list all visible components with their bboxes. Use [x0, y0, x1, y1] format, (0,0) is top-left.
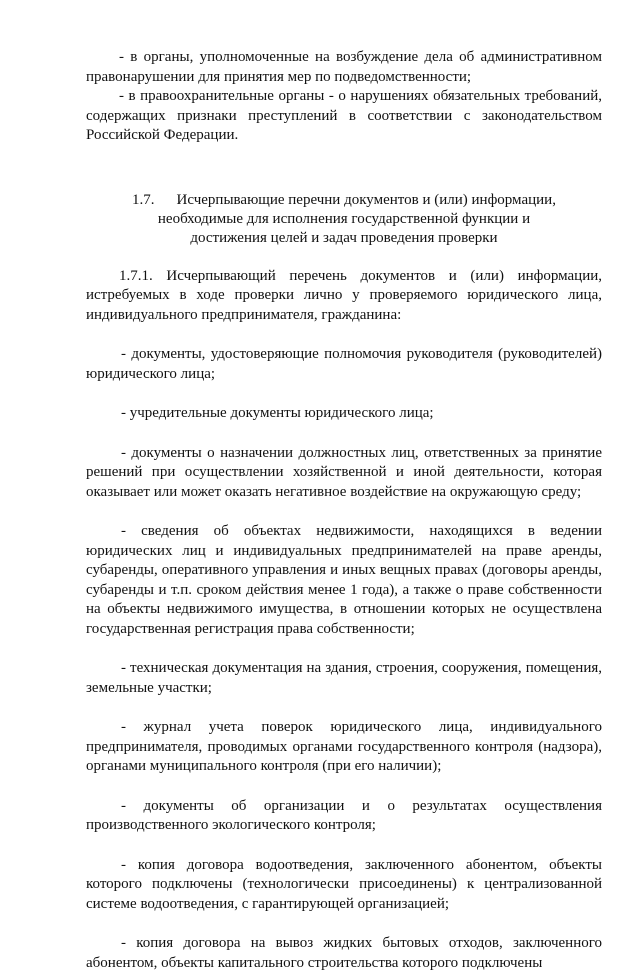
list-item-real-estate: - сведения об объектах недвижимости, находящихся в ведении юридических лиц и индивидуальных предпринимателей на праве аренды, субаренды, оперативного управления и иных вещных правах (договоры аренды, субаренды и т.п. сроком действия менее 1 года), а также о праве собственности на объекты недвижимого имущества, в отношении которых не осуществлена государственная регистрация права собственности; [86, 523, 602, 637]
list-item-sewage-contract: - копия договора водоотведения, заключенного абонентом, объекты которого подключены (технологически присоединены) к централизованной системе водоотведения, с гарантирующей организацией; [86, 856, 602, 912]
paragraph-law-enforcement: - в правоохранительные органы - о нарушениях обязательных требований, содержащих признаки преступлений в соответствии с законодательством Российской Федерации. [86, 88, 602, 143]
list-item-eco-control: - документы об организации и о результатах осуществления производственного экологического контроля; [86, 797, 602, 833]
paragraph-intro: 1.7.1. Исчерпывающий перечень документов и (или) информации, истребуемых в ходе проверки лично у проверяемого юридического лица, индивидуального предпринимателя, гражданина: [86, 267, 602, 323]
list-item-waste-contract: - копия договора на вывоз жидких бытовых отходов, заключенного абонентом, объекты капитального строительства которого подключены [86, 935, 602, 971]
section-number: 1.7. [132, 191, 155, 208]
list-item-authority-docs: - документы, удостоверяющие полномочия руководителя (руководителей) юридического лица; [86, 346, 602, 382]
heading-line-1 [86, 191, 602, 210]
paragraph-admin-bodies: - в органы, уполномоченные на возбуждение дела об административном правонарушении для принятия мер по подведомственности; [86, 49, 602, 85]
heading-text-1: Исчерпывающие перечни документов и (или) информации, [176, 191, 556, 208]
section-heading [86, 191, 602, 248]
list-item-technical-docs: - техническая документация на здания, строения, сооружения, помещения, земельные участки; [86, 660, 602, 696]
list-item-founding-docs: - учредительные документы юридического лица; [121, 405, 434, 421]
list-item-appointment-docs: - документы о назначении должностных лиц, ответственных за принятие решений при осуществлении хозяйственной и иной деятельности, которая оказывает или может оказать негативное воздействие на окружающую среду; [86, 444, 602, 500]
heading-line-2: необходимые для исполнения государственной функции и [157, 210, 531, 227]
heading-line-3: достижения целей и задач проведения проверки [190, 229, 498, 246]
list-item-inspection-log: - журнал учета поверок юридического лица, индивидуального предпринимателя, проводимых органами государственного контроля (надзора), органами муниципального контроля (при его наличии); [86, 719, 602, 774]
